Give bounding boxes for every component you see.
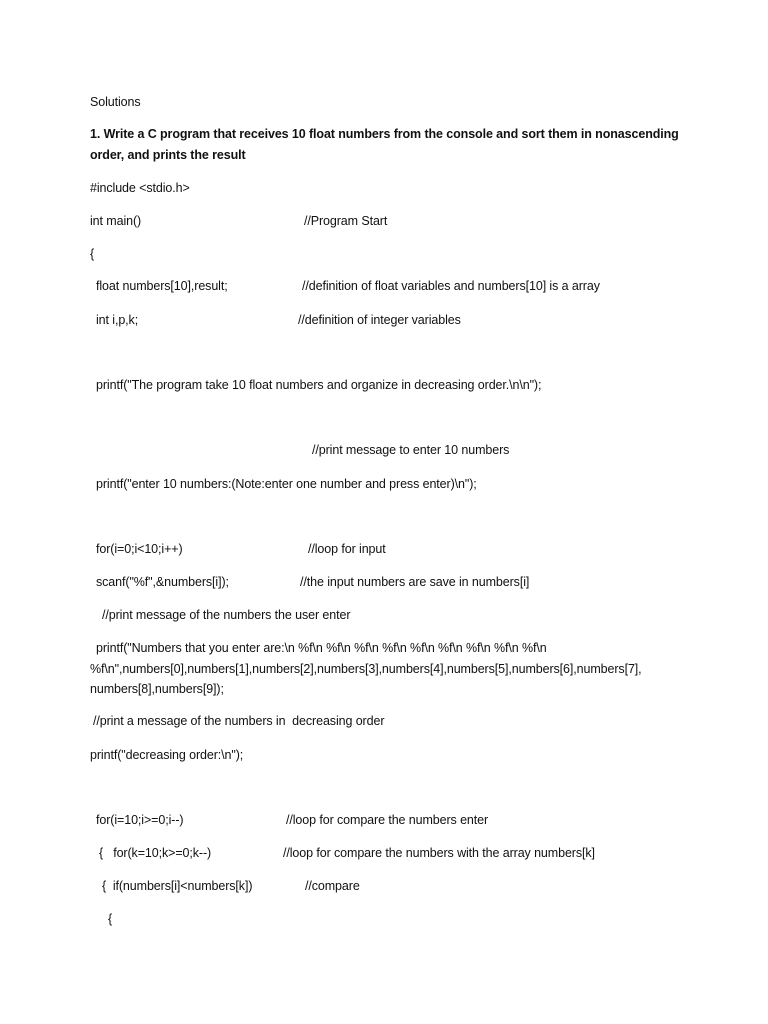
heading-solutions: Solutions (90, 95, 141, 109)
question-line-2: order, and prints the result (90, 148, 246, 162)
code-if-compare: { if(numbers[i]<numbers[k]) (102, 879, 253, 893)
code-printf-intro: printf("The program take 10 float numbers and organize in decreasing order.\n\n"); (96, 378, 542, 392)
code-brace-inner: { (108, 912, 113, 926)
code-int-decl: int i,p,k; (96, 313, 139, 327)
comment-for-input: //loop for input (308, 542, 386, 556)
comment-for-k: //loop for compare the numbers with the array numbers[k] (283, 846, 595, 860)
code-float-decl: float numbers[10],result; (96, 279, 228, 293)
code-for-k: { for(k=10;k>=0;k--) (99, 846, 212, 860)
comment-int-decl: //definition of integer variables (298, 313, 461, 327)
question-line-1: 1. Write a C program that receives 10 float numbers from the console and sort them in nonascending (90, 127, 679, 141)
code-printf-numbers-3: numbers[8],numbers[9]); (90, 682, 224, 696)
code-main: int main() (90, 214, 142, 228)
comment-print-user: //print message of the numbers the user enter (102, 608, 351, 622)
code-printf-enter: printf("enter 10 numbers:(Note:enter one number and press enter)\n"); (96, 477, 477, 491)
code-for-compare: for(i=10;i>=0;i--) (96, 813, 184, 827)
code-printf-numbers-2: %f\n",numbers[0],numbers[1],numbers[2],numbers[3],numbers[4],numbers[5],numbers[6],numbers[7], (90, 662, 642, 676)
comment-for-compare: //loop for compare the numbers enter (286, 813, 489, 827)
comment-print-decreasing: //print a message of the numbers in decreasing order (93, 714, 385, 728)
comment-scanf: //the input numbers are save in numbers[i] (300, 575, 530, 589)
code-brace-open: { (90, 247, 95, 261)
code-scanf: scanf("%f",&numbers[i]); (96, 575, 229, 589)
comment-program-start: //Program Start (304, 214, 388, 228)
code-for-input: for(i=0;i<10;i++) (96, 542, 183, 556)
code-include: #include <stdio.h> (90, 181, 190, 195)
comment-print-msg: //print message to enter 10 numbers (312, 443, 510, 457)
code-printf-numbers-1: printf("Numbers that you enter are:\n %f\n %f\n %f\n %f\n %f\n %f\n %f\n %f\n %f\n (96, 641, 547, 655)
comment-float-decl: //definition of float variables and numbers[10] is a array (302, 279, 600, 293)
code-printf-decreasing: printf("decreasing order:\n"); (90, 748, 244, 762)
comment-if-compare: //compare (305, 879, 360, 893)
